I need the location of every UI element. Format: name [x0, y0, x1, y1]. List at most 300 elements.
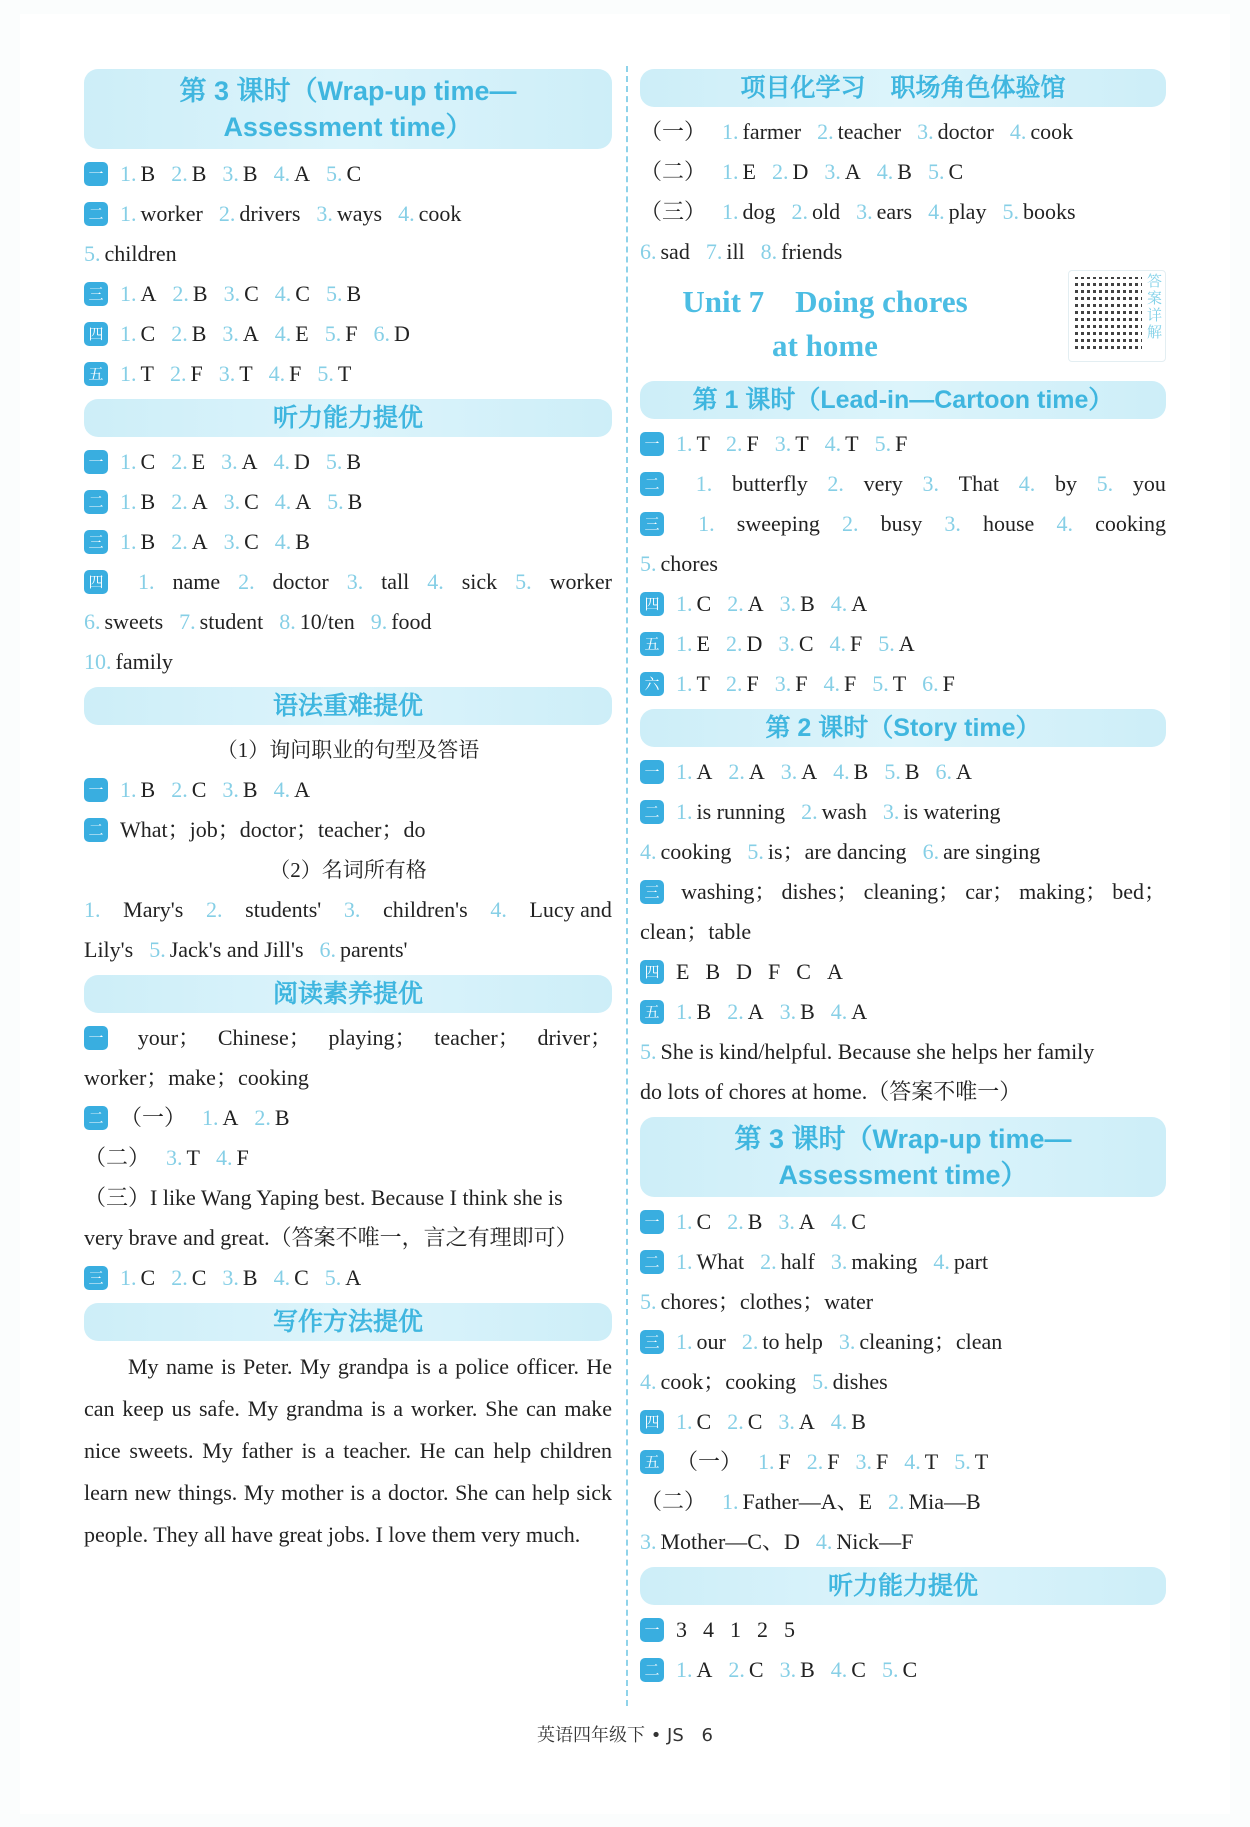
item-number: 4. — [490, 897, 507, 922]
answer-text: B — [747, 1209, 763, 1234]
answer-text: cooking — [660, 839, 732, 864]
answer-text: T — [892, 671, 907, 696]
answer-row — [640, 1522, 1166, 1562]
answer-text: you — [1132, 471, 1166, 496]
answer-row — [640, 1242, 1166, 1282]
answer-text: cooking — [1095, 511, 1166, 536]
answer-text: play — [948, 199, 987, 224]
answer-row — [84, 1258, 612, 1298]
item-number: 1. — [120, 1265, 137, 1290]
section-heading — [84, 975, 612, 1013]
answer-text: C — [851, 1209, 866, 1234]
item-number: 3. — [222, 161, 239, 186]
item-number: 3. — [855, 1449, 873, 1474]
item-number: 5. — [84, 241, 101, 266]
question-number-badge: 二 — [84, 202, 108, 226]
answer-text: worker；make；cooking — [84, 1065, 309, 1090]
answer-text: F — [895, 431, 908, 456]
answer-text: F — [768, 959, 781, 984]
answer-text: C — [696, 1409, 712, 1434]
answer-text: B — [705, 959, 721, 984]
subsection-title: （1）询问职业的句型及答语 — [216, 738, 480, 762]
item-number: 1. — [120, 529, 137, 554]
answer-row — [84, 1218, 612, 1258]
question-number-badge: 一 — [640, 432, 664, 456]
answer-row — [84, 274, 612, 314]
item-number: 3. — [166, 1145, 183, 1170]
page-footer — [0, 1724, 1250, 1748]
answer-text: Chinese； — [217, 1025, 311, 1050]
item-number: 1. — [120, 361, 137, 386]
answer-text: What — [696, 1249, 745, 1274]
answer-text: F — [778, 1449, 791, 1474]
answer-text: ill — [726, 239, 745, 264]
answer-row — [640, 952, 1166, 992]
item-number: 3. — [640, 1529, 657, 1554]
answer-text: B — [242, 161, 258, 186]
answer-text: Mother—C、D — [660, 1529, 800, 1554]
section-heading — [640, 1567, 1166, 1605]
answer-row — [84, 562, 612, 602]
item-number: 4. — [928, 199, 945, 224]
item-number: 4. — [427, 569, 444, 594]
answer-text: sad — [660, 239, 690, 264]
item-number: 2. — [171, 529, 188, 554]
answer-text: （二） — [640, 159, 707, 184]
answer-text: C — [748, 1657, 764, 1682]
item-number: 4. — [274, 281, 292, 306]
answer-text: E — [742, 159, 756, 184]
answer-text: washing； — [681, 879, 777, 904]
unit-title-block — [640, 273, 1166, 376]
item-number: 3. — [838, 1329, 856, 1354]
answer-text: playing； — [328, 1025, 417, 1050]
answer-text: parents' — [340, 937, 408, 962]
answer-text: Lucy and — [529, 897, 612, 922]
answer-row — [640, 872, 1166, 912]
answer-text: B — [347, 489, 363, 514]
answer-text: What；job；doctor；teacher；do — [120, 817, 426, 842]
item-number: 5. — [324, 321, 342, 346]
answer-text: C — [294, 1265, 309, 1290]
item-number: 1. — [698, 511, 715, 536]
answer-text: C — [902, 1657, 918, 1682]
item-number: 4. — [274, 529, 292, 554]
question-number-badge: 六 — [640, 672, 664, 696]
question-number-badge: 四 — [640, 960, 664, 984]
item-number: 5. — [149, 937, 166, 962]
answer-row — [84, 314, 612, 354]
answer-text: B — [140, 777, 156, 802]
answer-row — [640, 664, 1166, 704]
essay-paragraph: My name is Peter. My grandpa is a police officer. He can keep us safe. My grandma is a worker. She can make nice sweets. My father is a teacher. He can help children learn new things. My mother is a doctor. She can help sick people. They all have great jobs. I love them very much. — [84, 1354, 612, 1547]
answer-text: 1 — [730, 1617, 741, 1642]
answer-text: 2 — [757, 1617, 768, 1642]
answer-text: B — [192, 281, 208, 306]
answer-text: C — [948, 159, 964, 184]
qr-code — [1068, 270, 1166, 362]
question-number-badge: 五 — [84, 362, 108, 386]
answer-row — [640, 792, 1166, 832]
item-number: 1. — [722, 1489, 739, 1514]
answer-text: F — [876, 1449, 889, 1474]
item-number: 2. — [171, 449, 188, 474]
answer-text: C — [346, 161, 362, 186]
item-number: 1. — [676, 631, 693, 656]
answer-text: F — [795, 671, 808, 696]
answer-text: A — [956, 759, 972, 784]
item-number: 2. — [727, 1409, 744, 1434]
answer-row — [84, 1178, 612, 1218]
answer-row — [84, 354, 612, 394]
question-number-badge: 三 — [640, 1330, 664, 1354]
item-number: 3. — [824, 159, 841, 184]
answer-text: part — [953, 1249, 989, 1274]
right-column — [640, 64, 1166, 1690]
answer-text: D — [393, 321, 410, 346]
item-number: 1. — [120, 449, 137, 474]
section-heading — [84, 1303, 612, 1341]
question-number-badge: 三 — [640, 512, 664, 536]
item-number: 3. — [917, 119, 934, 144]
answer-text: A — [851, 591, 868, 616]
answer-row — [640, 424, 1166, 464]
answer-text: C — [244, 529, 259, 554]
answer-row — [84, 154, 612, 194]
item-number: 5. — [874, 431, 892, 456]
answer-row — [640, 544, 1166, 584]
answer-text: chores；clothes；water — [660, 1289, 874, 1314]
item-number: 4. — [933, 1249, 950, 1274]
item-number: 4. — [273, 449, 291, 474]
item-number: 2. — [727, 591, 744, 616]
answer-text: B — [242, 777, 258, 802]
item-number: 1. — [120, 201, 137, 226]
item-number: 3. — [778, 1409, 795, 1434]
answer-text: clean；table — [640, 919, 752, 944]
item-number: 2. — [806, 1449, 824, 1474]
question-number-badge: 一 — [84, 1026, 108, 1050]
answer-text: E — [295, 321, 309, 346]
answer-text: teacher； — [434, 1025, 520, 1050]
item-number: 5. — [640, 551, 657, 576]
section-heading-line: Assessment time） — [223, 112, 473, 142]
item-number: 1. — [137, 569, 155, 594]
answer-text: butterfly — [731, 471, 808, 496]
answer-text: Mia—B — [908, 1489, 981, 1514]
item-number: 2. — [171, 777, 188, 802]
section-heading-line: Assessment time） — [778, 1160, 1028, 1190]
section-heading — [640, 381, 1166, 419]
item-number: 1. — [676, 671, 693, 696]
answer-text: very brave and great.（答案不唯一，言之有理即可） — [84, 1225, 578, 1250]
answer-text: farmer — [742, 119, 802, 144]
answer-row — [640, 1442, 1166, 1482]
answer-text: our — [696, 1329, 726, 1354]
item-number: 3. — [343, 897, 361, 922]
answer-text: B — [696, 999, 712, 1024]
answer-text: your； — [137, 1025, 201, 1050]
answer-text: A — [294, 777, 310, 802]
item-number: 4. — [833, 759, 850, 784]
answer-text: B — [853, 759, 869, 784]
answer-text: cleaning； — [863, 879, 961, 904]
answer-row — [640, 1072, 1166, 1112]
item-number: 2. — [741, 1329, 759, 1354]
answer-text: children — [104, 241, 177, 266]
answer-row — [640, 832, 1166, 872]
question-number-badge: 一 — [640, 1618, 664, 1642]
item-number: 2. — [817, 119, 834, 144]
item-number: 4. — [830, 591, 848, 616]
item-number: 2. — [727, 1209, 744, 1234]
answer-text: B — [191, 321, 207, 346]
answer-row — [84, 1098, 612, 1138]
answer-text: C — [191, 1265, 207, 1290]
item-number: 1. — [202, 1105, 219, 1130]
answer-text: A — [222, 1105, 239, 1130]
answer-text: E — [696, 631, 710, 656]
answer-text: B — [140, 529, 156, 554]
item-number: 2. — [842, 511, 859, 536]
answer-text: C — [140, 449, 156, 474]
item-number: 3. — [222, 1265, 239, 1290]
section-heading-line: 听力能力提优 — [827, 1572, 978, 1600]
answer-text: Nick—F — [836, 1529, 914, 1554]
answer-text: student — [199, 609, 264, 634]
item-number: 2. — [725, 431, 743, 456]
answer-text: 4 — [703, 1617, 714, 1642]
answer-text: doctor — [937, 119, 994, 144]
answer-text: A — [295, 489, 312, 514]
answer-text: C — [798, 631, 814, 656]
item-number: 5. — [640, 1289, 657, 1314]
question-number-badge: 五 — [640, 1000, 664, 1024]
answer-text: E — [191, 449, 206, 474]
answer-text: name — [172, 569, 221, 594]
answer-text: C — [747, 1409, 763, 1434]
answer-text: A — [696, 1657, 713, 1682]
item-number: 4. — [904, 1449, 921, 1474]
item-number: 4. — [815, 1529, 833, 1554]
answer-text: C — [295, 281, 310, 306]
answer-row — [84, 930, 612, 970]
item-number: 1. — [120, 321, 137, 346]
answer-text: B — [191, 161, 207, 186]
item-number: 4. — [1018, 471, 1036, 496]
answer-text: T — [974, 1449, 989, 1474]
answer-text: Mary's — [123, 897, 184, 922]
section-heading-line: 项目化学习 职场角色体验馆 — [740, 74, 1066, 102]
answer-text: She is kind/helpful. Because she helps her family — [660, 1039, 1095, 1064]
item-number: 5. — [515, 569, 532, 594]
item-number: 1. — [676, 591, 693, 616]
answer-text: F — [746, 671, 759, 696]
section-heading — [84, 399, 612, 437]
question-number-badge: 三 — [84, 282, 108, 306]
answer-text: （二） — [640, 1489, 707, 1514]
answer-row — [640, 1650, 1166, 1690]
item-number: 7. — [705, 239, 723, 264]
answer-row — [84, 522, 612, 562]
answer-row — [640, 1322, 1166, 1362]
question-number-badge: 三 — [84, 1266, 108, 1290]
answer-text: A — [747, 999, 764, 1024]
item-number: 3. — [778, 1209, 795, 1234]
column-divider — [626, 66, 628, 1706]
answer-text: A — [798, 1409, 815, 1434]
item-number: 1. — [722, 119, 739, 144]
answer-text: house — [983, 511, 1035, 536]
item-number: 4. — [1056, 511, 1073, 536]
answer-text: A — [801, 759, 818, 784]
answer-text: A — [345, 1265, 362, 1290]
question-number-badge: 二 — [640, 1250, 664, 1274]
answer-row — [84, 642, 612, 682]
answer-text: students' — [245, 897, 322, 922]
answer-text: A — [242, 321, 259, 346]
answer-row — [640, 1402, 1166, 1442]
answer-row — [640, 1282, 1166, 1322]
item-number: 4. — [824, 431, 842, 456]
answer-text: old — [812, 199, 841, 224]
item-number: 6. — [640, 239, 657, 264]
answer-text: A — [798, 1209, 815, 1234]
answer-text: 5 — [784, 1617, 795, 1642]
item-number: 1. — [722, 199, 739, 224]
unit-title-line: at home — [772, 328, 878, 363]
item-number: 2. — [791, 199, 809, 224]
answer-text: B — [242, 1265, 258, 1290]
answer-text: A — [747, 591, 764, 616]
answer-text: C — [696, 1209, 712, 1234]
question-number-badge: 五 — [640, 632, 664, 656]
answer-text: B — [140, 161, 156, 186]
answer-text: 10/ten — [299, 609, 355, 634]
item-number: 4. — [830, 1409, 848, 1434]
answer-text: car； — [965, 879, 1015, 904]
answer-row — [640, 624, 1166, 664]
answer-text: cook；cooking — [660, 1369, 797, 1394]
answer-text: are singing — [943, 839, 1041, 864]
item-number: 3. — [944, 511, 961, 536]
item-number: 2. — [171, 489, 188, 514]
item-number: 1. — [676, 799, 693, 824]
answer-text: food — [391, 609, 432, 634]
answer-text: ears — [876, 199, 913, 224]
answer-text: D — [746, 631, 763, 656]
item-number: 5. — [325, 281, 343, 306]
item-number: 1. — [676, 1209, 693, 1234]
answer-text: A — [844, 159, 861, 184]
answer-text: B — [904, 759, 920, 784]
answer-text: is；are dancing — [767, 839, 907, 864]
answer-text: children's — [383, 897, 468, 922]
answer-text: D — [792, 159, 809, 184]
item-number: 2. — [827, 471, 844, 496]
item-number: 2. — [218, 201, 236, 226]
answer-row — [84, 1138, 612, 1178]
section-heading — [640, 69, 1166, 107]
item-number: 1. — [695, 471, 713, 496]
answer-text: F — [850, 631, 863, 656]
answer-text: T — [845, 431, 859, 456]
question-number-badge: 一 — [640, 1210, 664, 1234]
item-number: 4. — [215, 1145, 233, 1170]
section-heading — [640, 709, 1166, 747]
answer-text: friends — [781, 239, 843, 264]
item-number: 6. — [922, 839, 940, 864]
section-heading-line: 第 3 课时（Wrap-up time— — [734, 1124, 1072, 1154]
item-number: 1. — [676, 431, 693, 456]
question-number-badge: 四 — [84, 322, 108, 346]
answer-text: worker — [140, 201, 203, 226]
page-number: 6 — [701, 1725, 713, 1746]
book-title: 英语四年级下 • JS — [537, 1725, 684, 1746]
item-number: 2. — [888, 1489, 905, 1514]
answer-row — [84, 1018, 612, 1058]
answer-text: （一） — [120, 1105, 187, 1130]
subsection-title: （2）名词所有格 — [269, 858, 427, 882]
answer-text: C — [851, 1657, 866, 1682]
answer-row — [640, 192, 1166, 232]
item-number: 1. — [120, 161, 137, 186]
item-number: 2. — [725, 631, 743, 656]
answer-text: C — [796, 959, 811, 984]
item-number: 2. — [728, 759, 745, 784]
item-number: 2. — [725, 671, 743, 696]
item-number: 7. — [179, 609, 196, 634]
answer-text: making； — [1019, 879, 1108, 904]
answer-text: T — [924, 1449, 939, 1474]
answer-row — [84, 234, 612, 274]
item-number: 4. — [273, 1265, 291, 1290]
question-number-badge: 三 — [84, 530, 108, 554]
answer-text: A — [140, 281, 157, 306]
question-number-badge: 一 — [640, 760, 664, 784]
answer-text: C — [191, 777, 207, 802]
answer-text: F — [190, 361, 203, 386]
answer-text: A — [748, 759, 765, 784]
item-number: 2. — [727, 999, 744, 1024]
answer-text: A — [191, 489, 208, 514]
item-number: 2. — [172, 281, 189, 306]
item-number: 4. — [268, 361, 286, 386]
answer-text: F — [345, 321, 358, 346]
answer-text: by — [1054, 471, 1077, 496]
answer-row — [640, 912, 1166, 952]
item-number: 3. — [223, 489, 241, 514]
answer-row — [84, 890, 612, 930]
item-number: 3. — [882, 799, 900, 824]
answer-text: teacher — [837, 119, 902, 144]
qr-code-icon — [1075, 277, 1142, 353]
answer-row — [84, 602, 612, 642]
item-number: 2. — [760, 1249, 777, 1274]
answer-row — [640, 112, 1166, 152]
answer-text: F — [746, 431, 759, 456]
answer-text: B — [274, 1105, 290, 1130]
answer-row — [640, 752, 1166, 792]
answer-text: C — [140, 321, 156, 346]
item-number: 5. — [884, 759, 901, 784]
answer-text: T — [337, 361, 352, 386]
item-number: 1. — [722, 159, 739, 184]
item-number: 5. — [878, 631, 895, 656]
item-number: 2. — [728, 1657, 745, 1682]
answer-text: busy — [880, 511, 923, 536]
item-number: 1. — [120, 777, 137, 802]
